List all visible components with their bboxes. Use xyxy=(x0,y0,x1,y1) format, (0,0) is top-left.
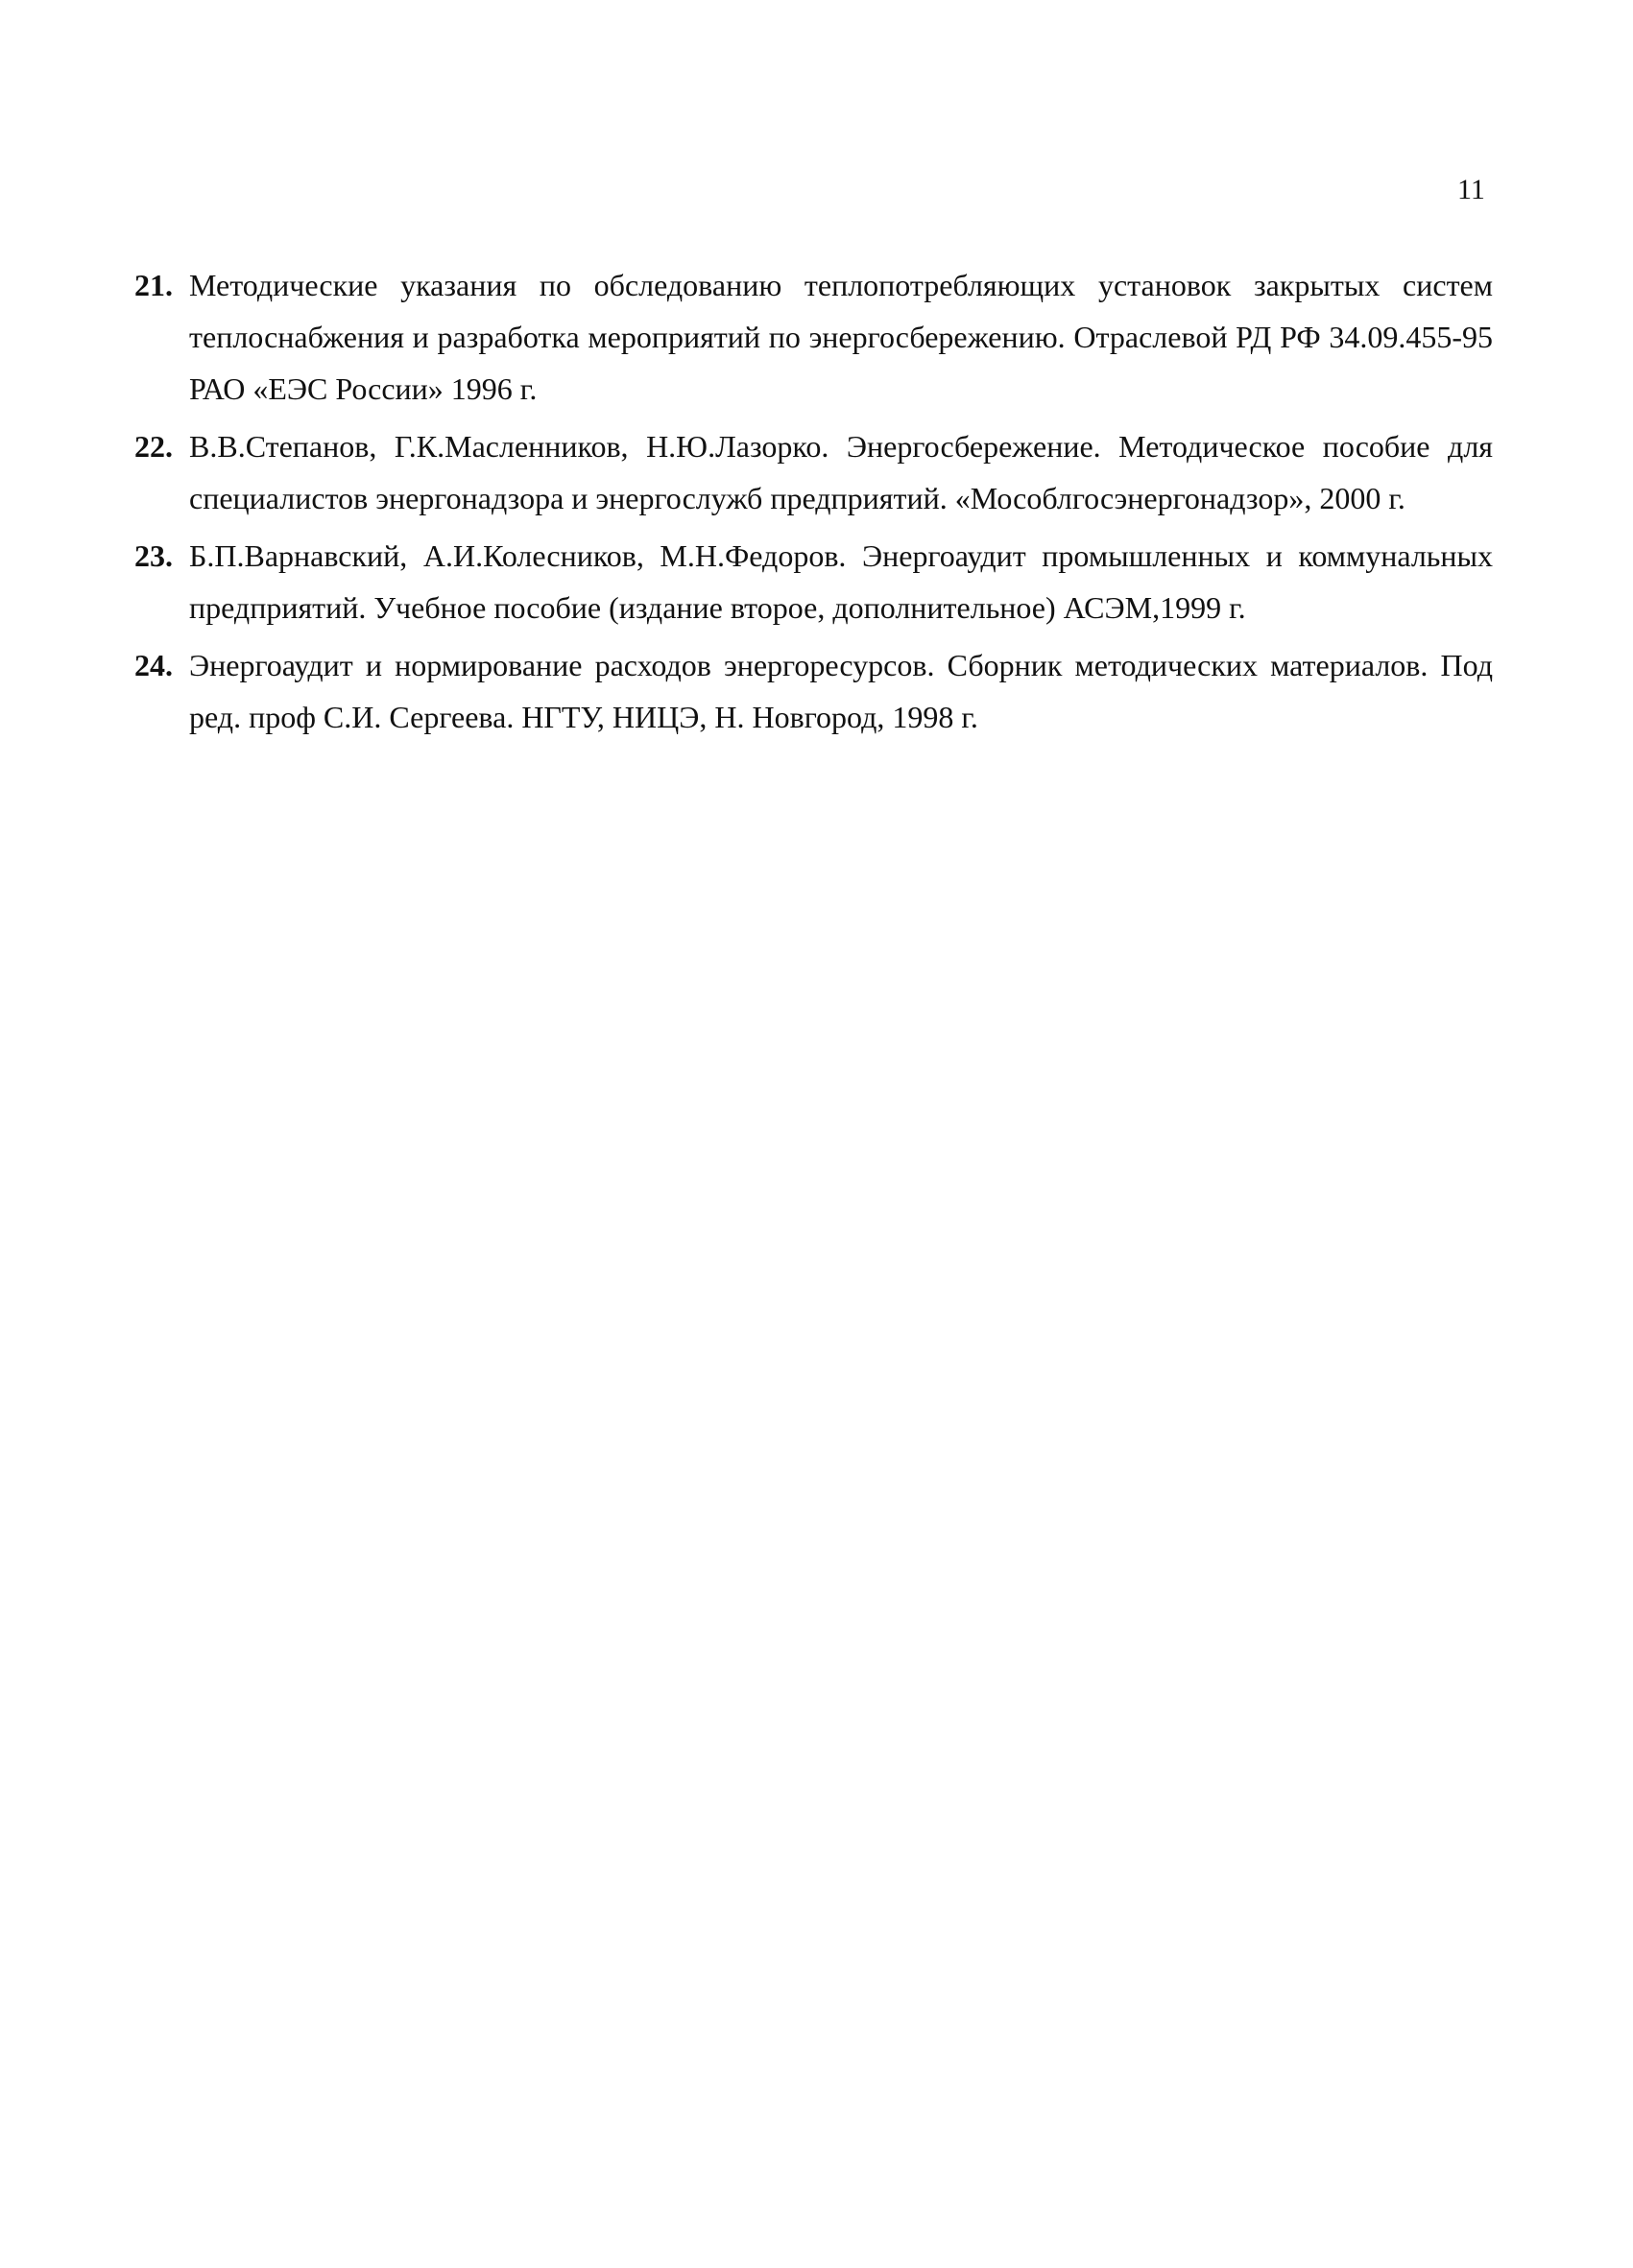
reference-item xyxy=(134,420,1493,524)
reference-text: Методические указания по обследованию теплопотребляющих установок закрытых систем теплоснабжения и разработка мероприятий по энергосбережению. Отраслевой РД РФ 34.09.455-95 РАО «ЕЭС России» 1996 г. xyxy=(189,268,1493,406)
page-number: 11 xyxy=(1457,174,1485,205)
reference-item xyxy=(134,530,1493,633)
reference-item xyxy=(134,259,1493,415)
reference-text: Энергоаудит и нормирование расходов энергоресурсов. Сборник методических материалов. Под ред. проф С.И. Сергеева. НГТУ, НИЦЭ, Н. Новгород, 1998 г. xyxy=(189,648,1493,734)
reference-number: 22. xyxy=(134,429,173,464)
reference-number: 21. xyxy=(134,268,173,302)
reference-item xyxy=(134,639,1493,743)
reference-list xyxy=(134,259,1493,749)
reference-number: 24. xyxy=(134,648,173,682)
reference-text: Б.П.Варнавский, А.И.Колесников, М.Н.Федоров. Энергоаудит промышленных и коммунальных предприятий. Учебное пособие (издание второе, дополнительное) АСЭМ,1999 г. xyxy=(189,538,1493,625)
reference-text: В.В.Степанов, Г.К.Масленников, Н.Ю.Лазорко. Энергосбережение. Методическое пособие для специалистов энергонадзора и энергослужб предприятий. «Мособлгосэнергонадзор», 2000 г. xyxy=(189,429,1493,515)
reference-number: 23. xyxy=(134,538,173,573)
